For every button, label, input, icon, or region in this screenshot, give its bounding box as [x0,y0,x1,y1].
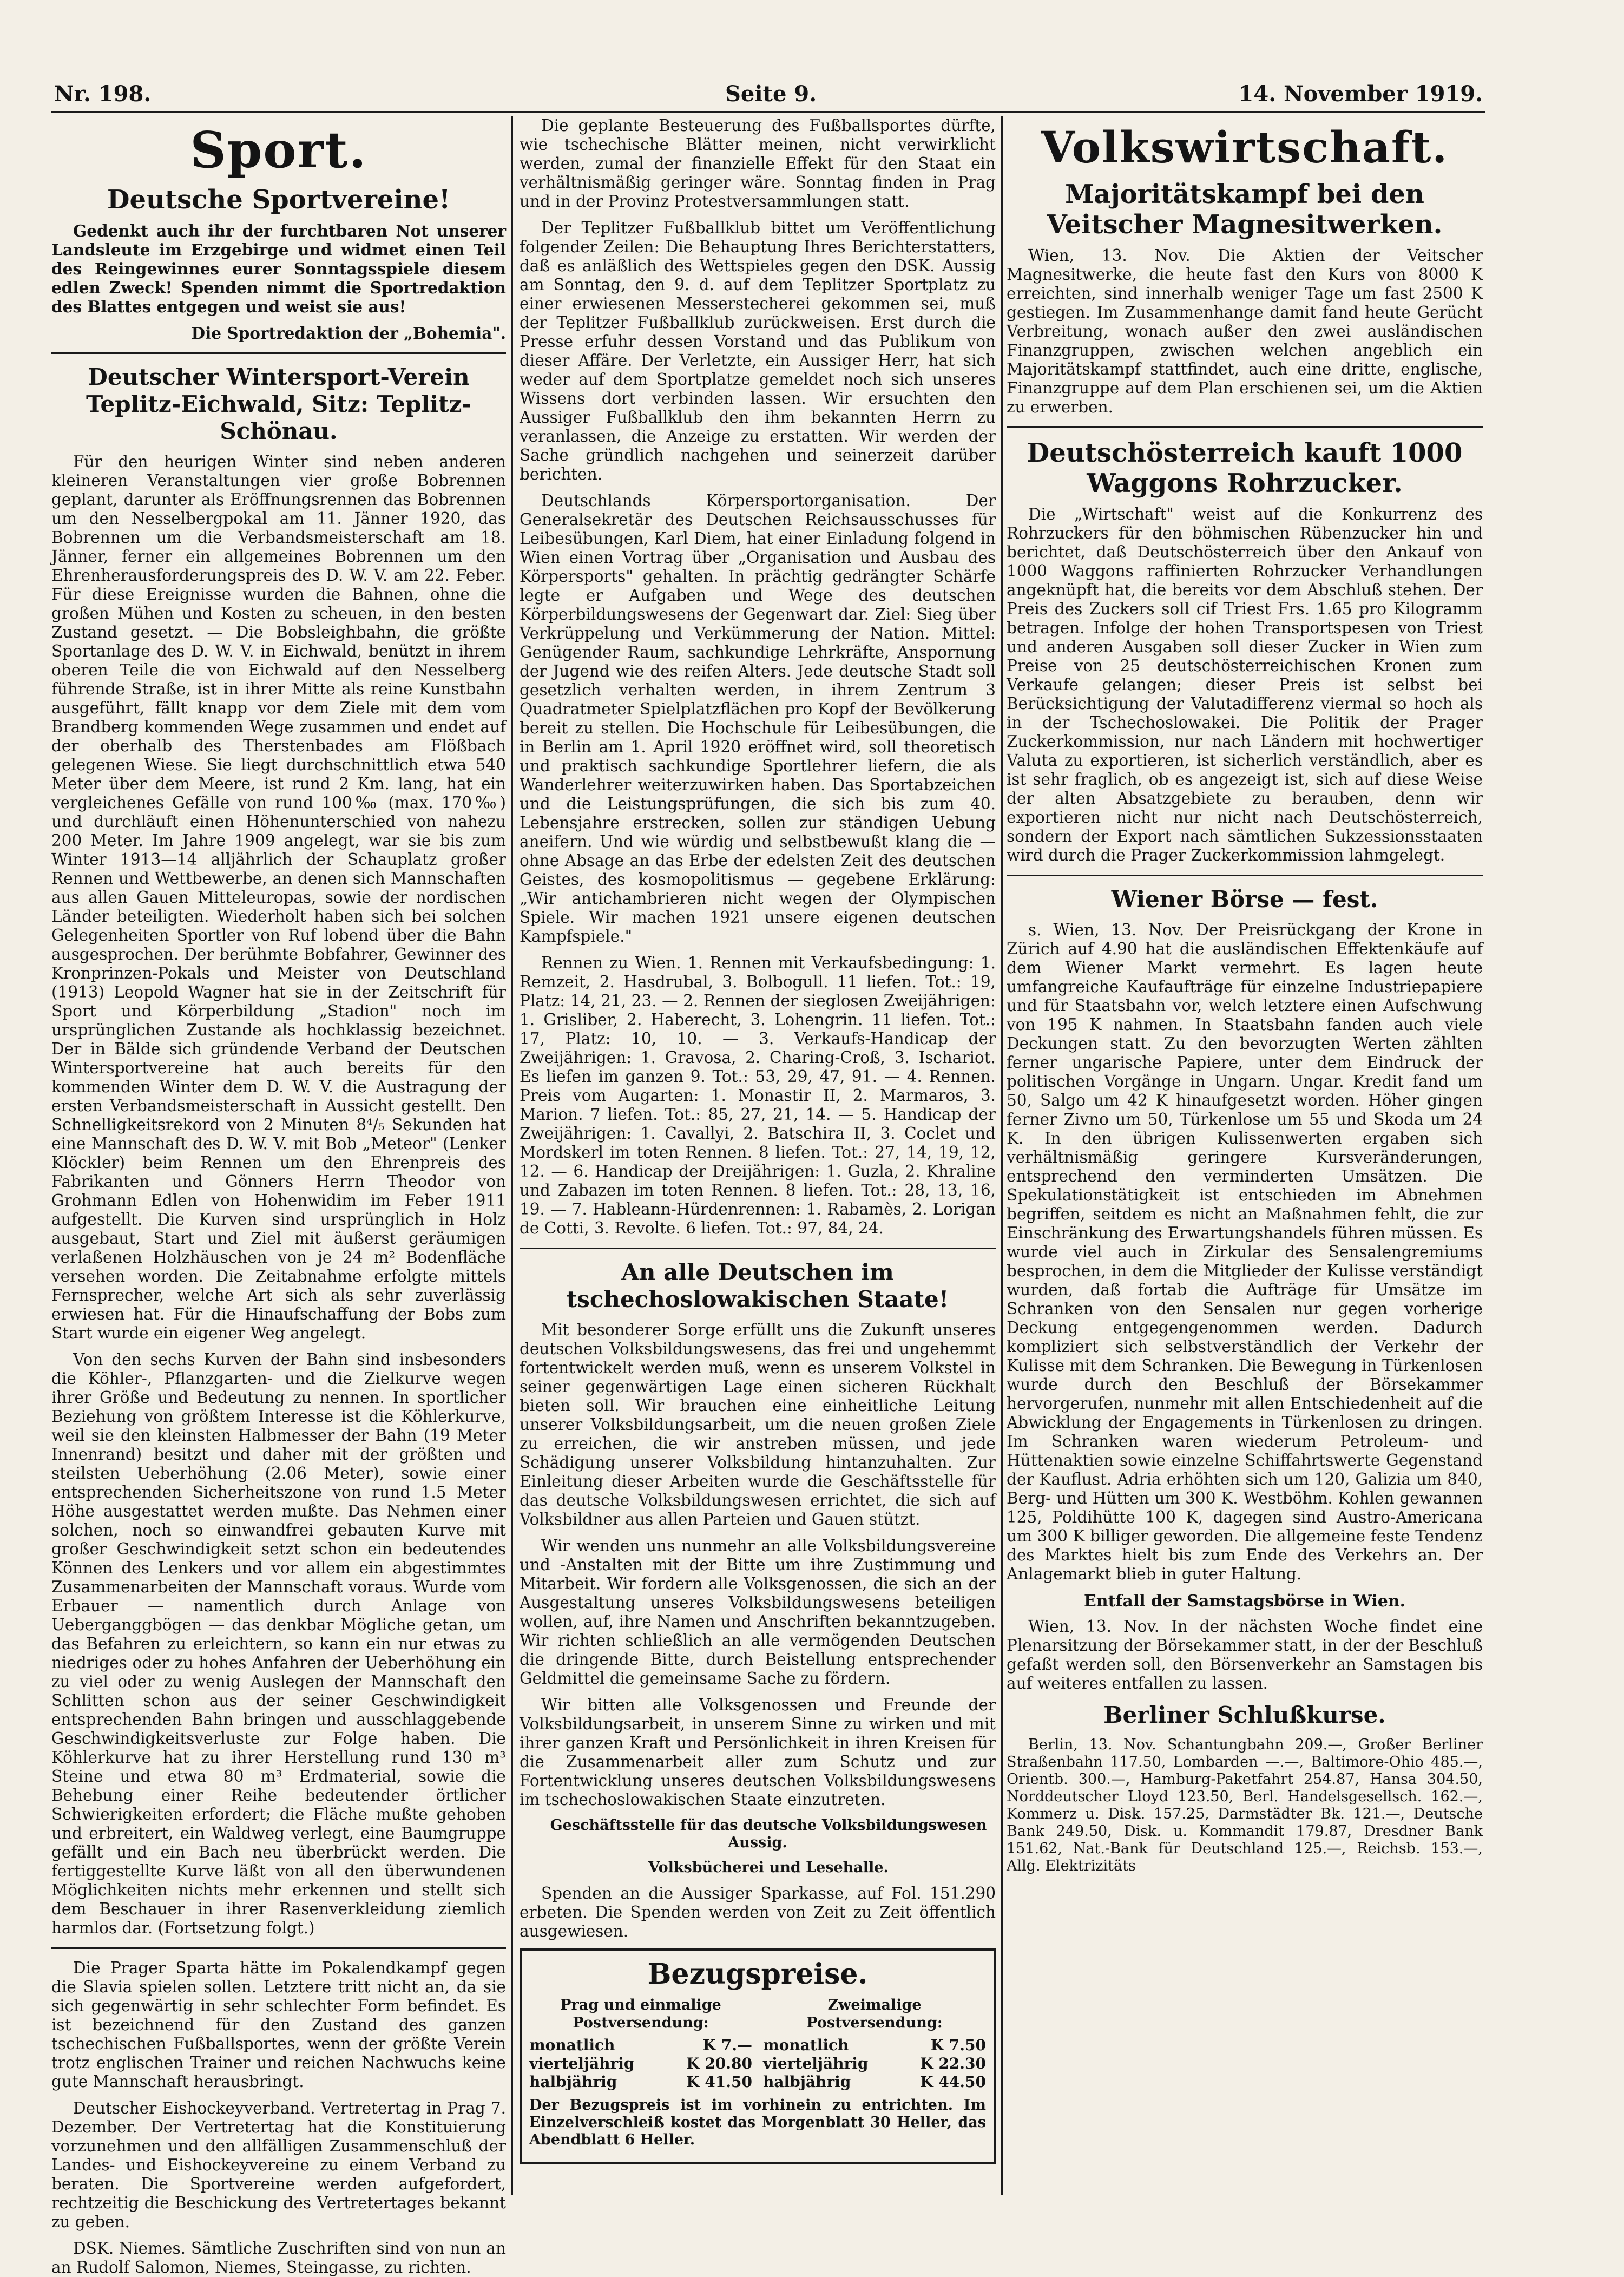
rates-left-title: Prag und einmalige Postversendung: [560,1997,721,2031]
rate-value: K 41.50 [686,2073,752,2091]
appeal-heading: Deutsche Sportvereine! [107,185,451,215]
rate-value: K 22.30 [920,2055,986,2072]
rate-value: K 7.50 [930,2036,986,2054]
rate-label: monatlich [529,2036,615,2054]
rate-label: halbjährig [529,2073,617,2091]
majority-paragraph: Wien, 13. Nov. Die Aktien der Veitscher Magnesitwerke, die heute fast den Kurs von 8000 K erreichten, sind innerhalb weniger Tage um fast 2500 K gestiegen. Im Zusammenhange damit fand heute Gerücht Verbreitung, wonach außer den zwei ausländischen Finanzgruppen, zwischen welchen angeblich ein Majoritätskampf stattfindet, auch eine dritte, englische, Finanzgruppe auf dem Plan erschienen sei, um die Aktien zu erwerben. [1007,246,1483,416]
separator [1007,875,1483,876]
sugar-paragraph: Die „Wirtschaft" weist auf die Konkurrenz des Rohrzuckers für den böhmischen Rübenzucker hin und berichtet, daß Deutschösterreich über den Ankauf von 1000 Waggons raffinierten Rohrzucker Verhandlungen angeknüpft hat, die bereits vor dem Abschluß stehen. Der Preis des Zuckers soll cif Triest Frs. 1.65 pro Kilogramm betragen. Infolge der hohen Transportspesen von Triest und anderen Ausgaben soll dieser Zucker in Wien zum Preise von 25 deutschösterreichischen Kronen zum Verkaufe gelangen; dieser Preis ist selbst bei Berücksichtigung der Valutadifferenz viermal so hoch als in der Tschechoslowakei. Die Politik der Prager Zuckerkommission, nur nach Ländern mit hochwertiger Valuta zu exportieren, ist sicherlich verständlich, aber es ist sehr fraglich, ob es angezeigt ist, sich auf diese Weise der alten Absatzgebiete zu berauben, denn wir exportieren nicht nur nicht nach Deutschösterreich, sondern der Export nach sämtlichen Sukzessionsstaaten wird durch die Prager Zuckerkommission lahmgelegt. [1007,505,1483,864]
majority-heading: Majoritätskampf bei den Veitscher Magnesitwerken. [1047,179,1443,240]
teplitz-football-note: Der Teplitzer Fußballklub bittet um Veröffentlichung folgender Zeilen: Die Behauptung Ihres Berichterstatters, daß es anläßlich des Wettspieles gegen den DSK. Aussig am Sonntag, den 9. d. auf dem Teplitzer Sportplatz zu einer erwiesenen Messerstecherei gekommen sei, muß der Teplitzer Fußballklub zurückweisen. Erst durch die Presse erfuhr dessen Vorstand und das Publikum von dieser Affäre. Der Verletzte, ein Aussiger Herr, hat sich weder auf dem Sportplatze gemeldet noch sich unseres Wissens dort verbinden lassen. Wir ersuchten den Aussiger Fußballklub den ihm bekannten Herrn zu veranlassen, die Anzeige zu erstatten. Wir werden der Sache gründlich nachgehen und seinerzeit darüber berichten. [520,219,996,483]
rate-row [529,2055,752,2073]
column-rule-1 [511,116,513,2195]
berlin-heading: Berliner Schlußkurse. [1103,1702,1386,1728]
subscription-rates-grid [529,1996,986,2091]
eishockey-note: Deutscher Eishockeyverband. Vertretertag in Prag 7. Dezember. Der Vertretertag hat die Konstituierung vorzunehmen und den allfälligen Zusammenschluß der Landes- und Eishockeyvereine zu einem Verband zu beraten. Die Sportvereine werden aufgefordert, rechtzeitig die Beschickung des Vertretertages bekannt zu geben. [51,2099,506,2231]
appeal-germans-paragraph-2: Wir wenden uns nunmehr an alle Volksbildungsvereine und -Anstalten mit der Bitte um ihre Zustimmung und Mitarbeit. Wir fordern alle Volksgenossen, die sich an der Ausgestaltung unseres Volksbildungswesens beteiligen wollen, auf, ihre Namen und Anschriften bekanntzugeben. Wir richten schließlich an alle vermögenden Deutschen die dringende Bitte, durch Beistellung entsprechender Geldmittel die gemeinsame Sache zu fördern. [520,1537,996,1688]
rates-right-title: Zweimalige Postversendung: [806,1997,943,2031]
rate-row [529,2073,752,2091]
header-rule [51,111,1485,113]
page-number: Seite 9. [725,81,817,107]
column-economy [1007,116,1483,2227]
section-title-economy: Volkswirtschaft. [1041,122,1449,173]
samstag-heading: Entfall der Samstagsbörse in Wien. [1083,1592,1406,1611]
boerse-paragraph: s. Wien, 13. Nov. Der Preisrückgang der Krone in Zürich auf 4.90 hat die ausländischen Effektenkäufe auf dem Wiener Markt vermehrt. Es lagen heute umfangreiche Kaufaufträge für einzelne Industriepapiere und für Staatsbahn vor, welch letztere einen Aufschwung von 195 K nahmen. In Staatsbahn fanden auch viele Deckungen statt. Zu den bevorzugten Werten zählten ferner ungarische Papiere, unter dem Eindruck der politischen Vorgänge in Ungarn. Ungar. Kredit fand um 50, Salgo um 42 K hinaufgesetzt worden. Höher gingen ferner Zivno um 50, Türkenlose um 55 und Skoda um 24 K. In den übrigen Kulissenwerten ergaben sich verhältnismäßig geringere Kursveränderungen, entsprechend den verminderten Umsätzen. Die Spekulationstätigkeit ist entschieden im Abnehmen begriffen, seitdem es nicht an Maßnahmen fehlt, die zur Einschränkung des Erwartungshandels führen müssen. Es wurde viel auch in Zirkular des Sensalengremiums besprochen, in dem die Mitglieder der Kulisse verständigt wurden, daß fortab die Aufträge für Umsätze im Schranken von den Sensalen nur gegen vorherige Deckung entgegengenommen werden. Dadurch kompliziert sich selbstverständlich der Verkehr der Kulisse mit dem Schranken. Die Bewegung in Türkenlosen wurde durch den Beschluß der Börsekammer hervorgerufen, nunmehr mit allen Entschiedenheit auf die Abwicklung der Engagements in Türkenlosen zu dringen. Im Schranken waren wiederum Petroleum- und Hüttenaktien sowie einzelne Schiffahrtswerte Gegenstand der Kauflust. Adria erhöhten sich um 120, Galizia um 840, Berg- und Hütten um 300 K. Westböhm. Kohlen gewannen 125, Poldihütte 100 K, dagegen sind Austro-Americana um 300 K billiger geworden. Die allgemeine feste Tendenz des Marktes hielt bis zum Ende des Verkehrs an. Der Anlagemarkt blieb in guter Haltung. [1007,921,1483,1583]
berlin-paragraph: Berlin, 13. Nov. Schantungbahn 209.—, Großer Berliner Straßenbahn 117.50, Lombarden —.—, Baltimore-Ohio 485.—, Orientb. 300.—, Hamburg-Paketfahrt 254.87, Hansa 304.50, Norddeutscher Lloyd 123.50, Berl. Handelsgesellsch. 162.—, Kommerz u. Disk. 157.25, Darmstädter Bk. 121.—, Deutsche Bank 249.50, Disk. u. Kommandit 179.87, Dresdner Bank 151.62, Nat.-Bank für Deutschland 125.—, Reichsb. 153.—, Allg. Elektrizitäts [1007,1736,1483,1874]
rate-row [529,2036,752,2055]
club-paragraph-1: Für den heurigen Winter sind neben anderen kleineren Veranstaltungen vier große Bobrennen geplant, darunter als Eröffnungsrennen das Bobrennen um den Nesselbergpokal am 11. Jänner 1920, das Bobrennen um die Verbandsmeisterschaft am 18. Jänner, ferner ein allgemeines Bobrennen um den Ehrenherausforderungspreis des D. W. V. am 22. Feber. Für diese Ereignisse wurden die Bahnen, ohne die großen Mühen und Kosten zu scheuen, in den besten Zustand gesetzt. — Die Bobsleighbahn, die größte Sportanlage des D. W. V. in Eichwald, benützt in ihrem oberen Teile die von Eichwald auf den Nesselberg führende Straße, ist in ihrer Mitte als reine Kunstbahn ausgeführt, fällt knapp vor dem Ziele mit dem vom Brandberg kommenden Wege zusammen und endet auf der oberhalb des Therstenbades am Flößbach gelegenen Wiese. Sie liegt durchschnittlich etwa 540 Meter über dem Meere, ist rund 2 Km. lang, hat ein vergleichenes Gefälle von rund 100‰ (max. 170‰) und durchläuft einen Höhenunterschied von nahezu 200 Meter. Im Jahre 1909 angelegt, war sie bis zum Winter 1913—14 alljährlich der Schauplatz großer Rennen und Wettbewerbe, an denen sich Mannschaften aus allen Gauen Mitteleuropas, sowie der nordischen Länder beteiligten. Wiederholt haben sich bei solchen Gelegenheiten Sportler von Ruf lobend über die Bahn ausgesprochen. Der berühmte Bobfahrer, Gewinner des Kronprinzen-Pokals und Meister von Deutschland (1913) Leopold Wagner hat sie in der Zeitschrift für Sport und Körperbildung „Stadion" noch im ursprünglichen Zustande als hochklassig bezeichnet. Der in Bälde sich gründende Verband der Deutschen Wintersportvereine hat auch bereits für den kommenden Winter dem D. W. V. die Austragung der ersten Verbandsmeisterschaft in Aussicht gestellt. Den Schnelligkeitsrekord von 2 Minuten 8⁴/₅ Sekunden hat eine Mannschaft des D. W. V. mit Bob „Meteor" (Lenker Klöckler) beim Rennen um den Ehrenpreis des Fabrikanten und Gönners Herrn Theodor von Grohmann Edlen von Hohenwidim im Feber 1911 aufgestellt. Die Kurven sind ursprünglich in Holz ausgebaut, Start und Ziel mit äußerst geräumigen verlaßenen Holzhäuschen von je 24 m² Bodenfläche versehen worden. Die Zeitabnahme erfolgte mittels Fernsprecher, welche Art sich als sehr zuverlässig erwiesen hat. Für die Hinaufschaffung der Bobs zum Start wurde ein eigener Weg angelegt. [51,452,506,1342]
rate-label: monatlich [763,2036,849,2054]
column-rule-2 [1001,116,1003,2195]
rates-right-column [763,1996,986,2091]
subscription-rates-title: Bezugspreise. [647,1958,868,1991]
rate-value: K 20.80 [686,2055,752,2072]
separator [51,1947,506,1949]
rates-left-column [529,1996,752,2091]
subscription-rates-box [520,1948,996,2164]
issue-date: 14. November 1919. [1238,81,1483,107]
appeal-germans-signature-1: Geschäftsstelle für das deutsche Volksbildungswesen Aussig. [550,1817,987,1851]
rate-row [763,2073,986,2091]
section-title-sport: Sport. [190,121,367,179]
separator [51,352,506,354]
rate-row [763,2055,986,2073]
appeal-germans-paragraph-3: Wir bitten alle Volksgenossen und Freunde der Volksbildungsarbeit, in unserem Sinne zu wirken und mit ihrer ganzen Kraft und Persönlichkeit in ihren Kreisen für die Zusammenarbeit aller zum Schutz und zur Fortentwicklung unseres deutschen Volksbildungswesens im tschechoslowakischen Staate einzutreten. [520,1696,996,1809]
sugar-heading: Deutschösterreich kauft 1000 Waggons Rohrzucker. [1027,438,1463,498]
separator [520,1248,996,1249]
appeal-text: Gedenkt auch ihr der furchtbaren Not unserer Landsleute im Erzgebirge und widmet einen Teil des Reingewinnes eurer Sonntagsspiele diesem edlen Zweck! Spenden nimmt die Sportredaktion des Blattes entgegen und weist sie aus! [51,221,506,316]
club-heading: Deutscher Wintersport-Verein Teplitz-Eichwald, Sitz: Teplitz-Schönau. [86,364,471,444]
rate-row [763,2036,986,2055]
rate-label: halbjährig [763,2073,851,2091]
appeal-germans-signature-2: Volksbücherei und Lesehalle. [648,1859,889,1876]
column-middle [520,116,996,2227]
club-paragraph-2: Von den sechs Kurven der Bahn sind insbesonders die Köhler-, Pflanzgarten- und die Zielkurve wegen ihrer Größe und Bedeutung zu nennen. In sportlicher Beziehung von größtem Interesse ist die Köhlerkurve, weil sie den kleinsten Halbmesser der Bahn (19 Meter Innenrand) besitzt und daher mit der größten und steilsten Ueberhöhung (2.06 Meter), sowie einer entsprechenden Sicherheitszone von rund 1.5 Meter Höhe ausgestattet werden mußte. Das Nehmen einer solchen, noch so einwandfrei gebauten Kurve mit großer Geschwindigkeit setzt schon ein bedeutendes Können des Lenkers und vor allem ein abgestimmtes Zusammenarbeiten der Mannschaft voraus. Wurde vom Erbauer — namentlich durch Anlage von Ueberganggbögen — das denkbar Mögliche getan, um das Befahren zu erleichtern, so kann ein nur etwas zu niedriges oder zu hohes Anfahren der Ueberhöhung ein zu viel oder zu wenig Auslegen der Mannschaft den Schlitten schon aus der seiner Geschwindigkeit entsprechenden Bahn bringen und ausschlaggebende Geschwindigkeitsverluste zur Folge haben. Die Köhlerkurve hat zu ihrer Herstellung rund 130 m³ Steine und etwa 80 m³ Erdmaterial, sowie die Behebung einer Reihe bedeutender örtlicher Schwierigkeiten erfordert; die Fläche mußte gehoben und erbreitert, ein Waldweg verlegt, eine Baumgruppe gefällt und ein Bach neu überbrückt werden. Die fertiggestellte Kurve läßt von all den überwundenen Möglichkeiten nichts mehr erkennen und stellt sich dem Beschauer in ihrer Rasenverkleidung ziemlich harmlos dar. (Fortsetzung folgt.) [51,1350,506,1937]
page-header [54,81,1483,108]
samstag-paragraph: Wien, 13. Nov. In der nächsten Woche findet eine Plenarsitzung der Börsekammer statt, in der der Beschluß gefaßt werden soll, den Börsenverkehr an Samstagen bis auf weiteres entfallen zu lassen. [1007,1617,1483,1692]
sparta-note: Die Prager Sparta hätte im Pokalendkampf gegen die Slavia spielen sollen. Letztere tritt nicht an, da sie sich gegenwärtig in sehr schlechter Form befindet. Es ist bezeichnend für den Zustand des ganzen tschechischen Fußballsportes, wenn der größte Verein trotz englischen Trainer und reichen Nachwuchs keine gute Mannschaft herausbringt. [51,1959,506,2091]
column-sport [51,116,506,2276]
appeal-germans-heading: An alle Deutschen im tschechoslowakischen Staate! [566,1259,949,1313]
rate-value: K 7.— [702,2036,752,2054]
rate-value: K 44.50 [920,2073,986,2091]
football-tax-note: Die geplante Besteuerung des Fußballsportes dürfte, wie tschechische Blätter meinen, nicht verwirklicht werden, zumal der finanzielle Effekt für den Staat ein verhältnismäßig geringer wäre. Sonntag finden in Prag und in der Provinz Protestversammlungen statt. [520,116,996,211]
appeal-signature: Die Sportredaktion der „Bohemia". [191,324,506,343]
boerse-heading: Wiener Börse — fest. [1111,886,1378,913]
sport-organisation-note: Deutschlands Körpersportorganisation. Der Generalsekretär des Deutschen Reichsausschusses für Leibesübungen, Karl Diem, hat einer Einladung folgend in Wien einen Vortrag über „Organisation und Ausbau des Körpersports" gehalten. In prächtig gedrängter Schärfe legte er Aufgaben und Wege des deutschen Körperbildungswesens der Gegenwart dar. Ziel: Sieg über Verkrüppelung und Verkümmerung der Nation. Mittel: Genügender Raum, sachkundige Lehrkräfte, Anspornung der Jugend wie des reifen Alters. Jede deutsche Stadt soll gesetzlich verhalten werden, in ihrem Zentrum 3 Quadratmeter Spielplatzflächen pro Kopf der Bevölkerung bereit zu stellen. Die Hochschule für Leibesübungen, die in Berlin am 1. April 1920 eröffnet wird, soll theoretisch und praktisch sachkundige Sportlehrer liefern, die als Wanderlehrer weiterzuwirken haben. Das Sportabzeichen und die Leistungsprüfungen, die sich bis zum 40. Lebensjahre erstrecken, sollen zur ständigen Uebung aneifern. Und wie würdig und selbstbewußt klang die — ohne Absage an das Erbe der edelsten Zeit des deutschen Geistes, des kosmopolitismus — gegebene Erklärung: „Wir antichambrieren nicht wegen der Olympischen Spiele. Wir machen 1921 unsere eigenen deutschen Kampfspiele." [520,491,996,946]
separator [1007,426,1483,428]
rate-label: vierteljährig [529,2055,635,2072]
subscription-rates-note: Der Bezugspreis ist im vorhinein zu entrichten. Im Einzelverschleiß kostet das Morgenblatt 30 Heller, das Abendblatt 6 Heller. [529,2097,986,2148]
appeal-germans-donations: Spenden an die Aussiger Sparkasse, auf Fol. 151.290 erbeten. Die Spenden werden von Zeit zu Zeit öffentlich ausgewiesen. [520,1884,996,1940]
niemes-note: DSK. Niemes. Sämtliche Zuschriften sind von nun an an Rudolf Salomon, Niemes, Steingasse, zu richten. [51,2239,506,2276]
appeal-germans-paragraph-1: Mit besonderer Sorge erfüllt uns die Zukunft unseres deutschen Volksbildungswesens, das frei und ungehemmt fortentwickelt werden muß, wenn es unserem Volkstel in seiner gegenwärtigen Lage einen sicheren Rückhalt bieten soll. Wir brauchen eine einheitliche Leitung unserer Volksbildungsarbeit, um die neuen großen Ziele zu erreichen, die wir anstreben müssen, und jede Schädigung unserer Volksbildung hintanzuhalten. Zur Einleitung dieser Arbeiten wurde die Geschäftsstelle für das deutsche Volksbildungswesen errichtet, die sich auf Volksbildner aus allen Parteien und Gauen stützt. [520,1321,996,1528]
issue-number: Nr. 198. [54,81,152,107]
vienna-races-results: Rennen zu Wien. 1. Rennen mit Verkaufsbedingung: 1. Remzeit, 2. Hasdrubal, 3. Bolbogull. 11 liefen. Tot.: 19, Platz: 14, 21, 23. — 2. Rennen der sieglosen Zweijährigen: 1. Grisliber, 2. Haberecht, 3. Lohengrin. 11 liefen. Tot.: 17, Platz: 10, 10. — 3. Verkaufs-Handicap der Zweijährigen: 1. Gravosa, 2. Charing-Croß, 3. Ischariot. Es liefen im ganzen 9. Tot.: 53, 29, 47, 91. — 4. Rennen. Preis vom Augarten: 1. Monastir II, 2. Marmaros, 3. Marion. 7 liefen. Tot.: 85, 27, 21, 14. — 5. Handicap der Zweijährigen: 1. Cavallyi, 2. Batschira II, 3. Coclet und Mordskerl im toten Rennen. 8 liefen. Tot.: 27, 14, 19, 12, 12. — 6. Handicap der Dreijährigen: 1. Guzla, 2. Khraline und Zabazen im toten Rennen. 8 liefen. Tot.: 28, 13, 16, 19. — 7. Hableann-Hürdenrennen: 1. Rabamès, 2. Lorigan de Cotti, 3. Revolte. 6 liefen. Tot.: 97, 84, 24. [520,954,996,1237]
rate-label: vierteljährig [763,2055,869,2072]
